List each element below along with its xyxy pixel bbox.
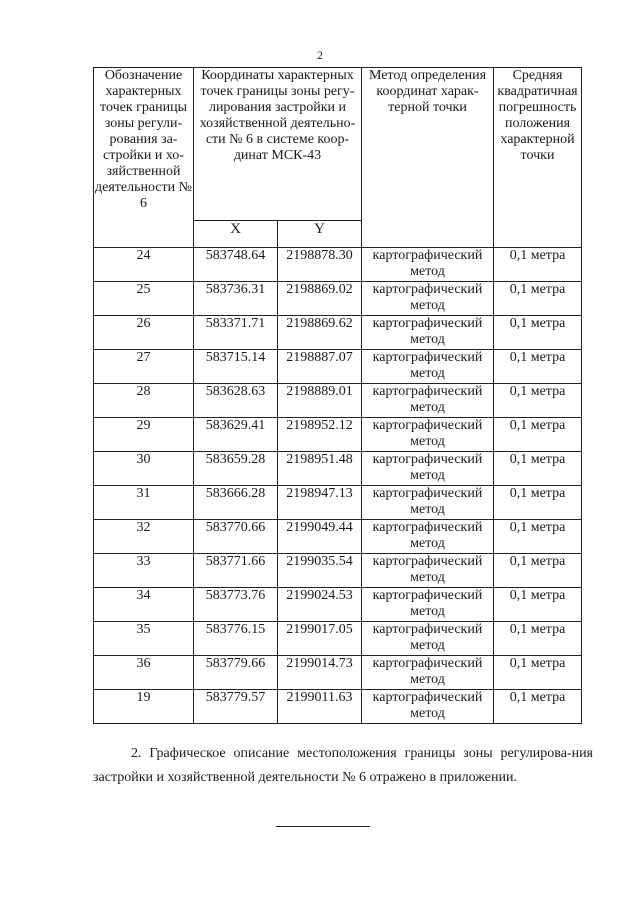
x-coordinate-cell: 583629.41 [194, 418, 278, 452]
table-row [94, 282, 582, 316]
accuracy-cell: 0,1 метра [494, 248, 582, 282]
y-coordinate-cell: 2198952.12 [278, 418, 362, 452]
description-paragraph: 2. Графическое описание местоположения границы зоны регулирова-ния застройки и хозяйственной деятельности № 6 отражено в приложении. [93, 746, 593, 785]
table-row [94, 384, 582, 418]
point-cell: 32 [94, 520, 194, 554]
table-row [94, 554, 582, 588]
method-cell: картографический метод [362, 588, 494, 622]
point-cell: 26 [94, 316, 194, 350]
accuracy-cell: 0,1 метра [494, 622, 582, 656]
accuracy-cell: 0,1 метра [494, 588, 582, 622]
x-coordinate-cell: 583748.64 [194, 248, 278, 282]
point-cell: 25 [94, 282, 194, 316]
y-coordinate-cell: 2199035.54 [278, 554, 362, 588]
y-coordinate-cell: 2198878.30 [278, 248, 362, 282]
y-coordinate-cell: 2198869.62 [278, 316, 362, 350]
accuracy-cell: 0,1 метра [494, 486, 582, 520]
x-coordinate-cell: 583770.66 [194, 520, 278, 554]
y-coordinate-cell: 2198889.01 [278, 384, 362, 418]
method-cell: картографический метод [362, 384, 494, 418]
point-cell: 34 [94, 588, 194, 622]
header-x: X [194, 221, 278, 248]
accuracy-cell: 0,1 метра [494, 656, 582, 690]
method-cell: картографический метод [362, 418, 494, 452]
header-y: Y [278, 221, 362, 248]
x-coordinate-cell: 583715.14 [194, 350, 278, 384]
method-cell: картографический метод [362, 656, 494, 690]
y-coordinate-cell: 2199014.73 [278, 656, 362, 690]
x-coordinate-cell: 583773.76 [194, 588, 278, 622]
x-coordinate-cell: 583779.57 [194, 690, 278, 724]
y-coordinate-cell: 2199011.63 [278, 690, 362, 724]
accuracy-cell: 0,1 метра [494, 452, 582, 486]
point-cell: 35 [94, 622, 194, 656]
point-cell: 24 [94, 248, 194, 282]
x-coordinate-cell: 583771.66 [194, 554, 278, 588]
accuracy-cell: 0,1 метра [494, 316, 582, 350]
y-coordinate-cell: 2199049.44 [278, 520, 362, 554]
y-coordinate-cell: 2199024.53 [278, 588, 362, 622]
accuracy-cell: 0,1 метра [494, 554, 582, 588]
y-coordinate-cell: 2198869.02 [278, 282, 362, 316]
table-body [94, 248, 582, 724]
method-cell: картографический метод [362, 622, 494, 656]
page-number: 2 [317, 48, 323, 62]
method-cell: картографический метод [362, 690, 494, 724]
y-coordinate-cell: 2198951.48 [278, 452, 362, 486]
method-cell: картографический метод [362, 248, 494, 282]
point-cell: 30 [94, 452, 194, 486]
table-row [94, 418, 582, 452]
header-accuracy: Средняя квадратичная погрешность положения характерной точки [494, 68, 582, 248]
table-row [94, 520, 582, 554]
table-row [94, 316, 582, 350]
x-coordinate-cell: 583666.28 [194, 486, 278, 520]
accuracy-cell: 0,1 метра [494, 384, 582, 418]
x-coordinate-cell: 583371.71 [194, 316, 278, 350]
x-coordinate-cell: 583628.63 [194, 384, 278, 418]
point-cell: 19 [94, 690, 194, 724]
coordinates-table [93, 67, 582, 724]
y-coordinate-cell: 2198947.13 [278, 486, 362, 520]
x-coordinate-cell: 583659.28 [194, 452, 278, 486]
x-coordinate-cell: 583736.31 [194, 282, 278, 316]
method-cell: картографический метод [362, 520, 494, 554]
accuracy-cell: 0,1 метра [494, 690, 582, 724]
point-cell: 31 [94, 486, 194, 520]
table-row [94, 486, 582, 520]
accuracy-cell: 0,1 метра [494, 282, 582, 316]
point-cell: 28 [94, 384, 194, 418]
x-coordinate-cell: 583779.66 [194, 656, 278, 690]
point-cell: 29 [94, 418, 194, 452]
y-coordinate-cell: 2199017.05 [278, 622, 362, 656]
footer-divider [276, 826, 370, 827]
method-cell: картографический метод [362, 316, 494, 350]
point-cell: 33 [94, 554, 194, 588]
table-row [94, 588, 582, 622]
x-coordinate-cell: 583776.15 [194, 622, 278, 656]
table-row [94, 248, 582, 282]
header-point: Обозначение характерных точек границы зоны регули-рования за-стройки и хо-зяйственной деятельности № 6 [94, 68, 194, 248]
table-row [94, 656, 582, 690]
point-cell: 36 [94, 656, 194, 690]
method-cell: картографический метод [362, 486, 494, 520]
method-cell: картографический метод [362, 554, 494, 588]
accuracy-cell: 0,1 метра [494, 520, 582, 554]
table-row [94, 350, 582, 384]
header-coordinates: Координаты характерных точек границы зоны регу-лирования застройки и хозяйственной деятельно-сти № 6 в системе коор-динат МСК-43 [194, 68, 362, 221]
table-row [94, 452, 582, 486]
method-cell: картографический метод [362, 452, 494, 486]
table-row [94, 690, 582, 724]
method-cell: картографический метод [362, 350, 494, 384]
point-cell: 27 [94, 350, 194, 384]
accuracy-cell: 0,1 метра [494, 418, 582, 452]
y-coordinate-cell: 2198887.07 [278, 350, 362, 384]
header-method: Метод определения координат харак-терной точки [362, 68, 494, 248]
table-row [94, 622, 582, 656]
method-cell: картографический метод [362, 282, 494, 316]
accuracy-cell: 0,1 метра [494, 350, 582, 384]
